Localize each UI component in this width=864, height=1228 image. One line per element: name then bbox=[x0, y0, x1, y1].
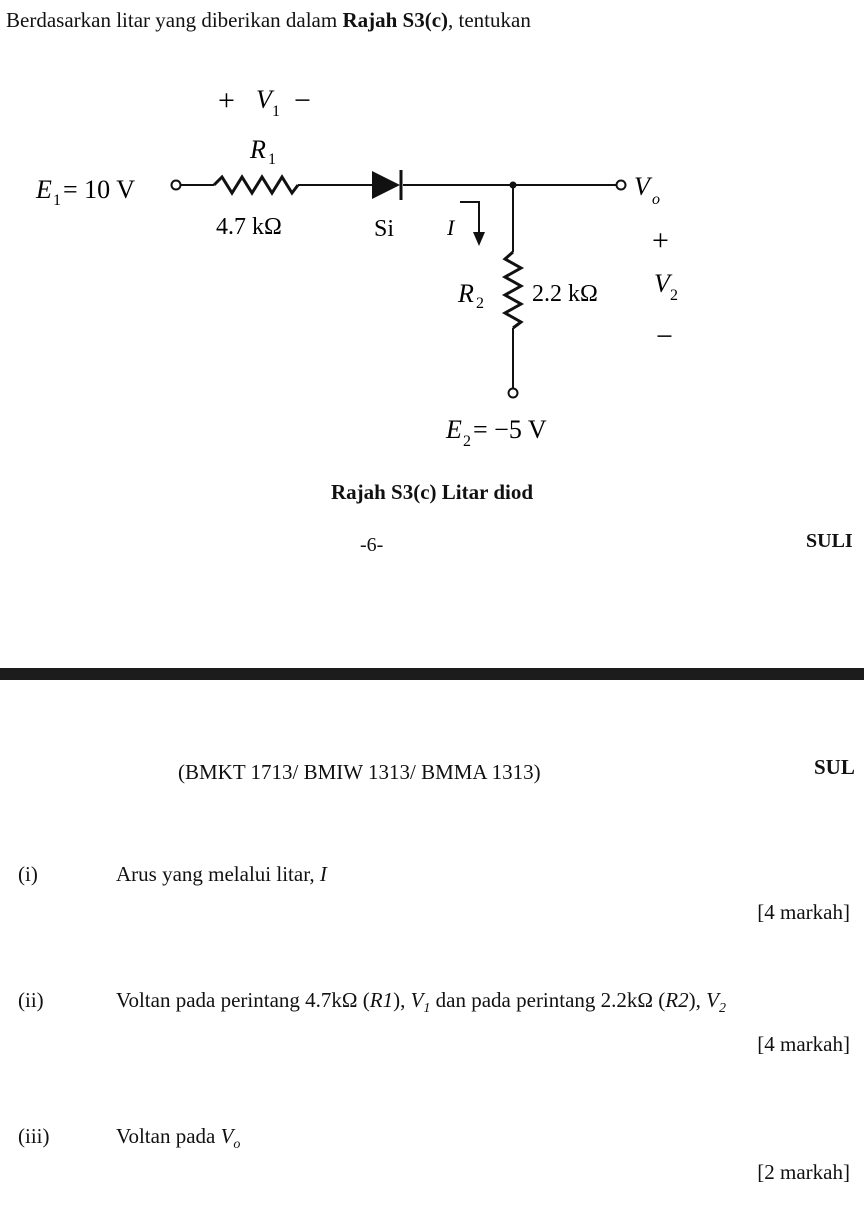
current-arrow bbox=[460, 202, 479, 235]
diode-si bbox=[372, 171, 400, 199]
e1-terminal bbox=[172, 181, 181, 190]
question-1-text bbox=[116, 862, 327, 887]
question-3-marks: [2 markah] bbox=[757, 1160, 850, 1184]
e2-symbol: E bbox=[446, 415, 462, 444]
course-code: (BMKT 1713/ BMIW 1313/ BMMA 1313) bbox=[178, 760, 541, 784]
figure-reference: Rajah S3(c) bbox=[342, 8, 449, 32]
figure-caption: Rajah S3(c) Litar diod bbox=[330, 480, 534, 504]
junction-node bbox=[510, 182, 517, 189]
page-divider bbox=[0, 668, 864, 680]
intro-prefix: Berdasarkan litar yang diberikan dalam bbox=[6, 8, 343, 32]
question-2-v2-sub: 2 bbox=[718, 1001, 726, 1017]
vo-subscript: o bbox=[652, 191, 660, 208]
question-2-part4: ), bbox=[688, 988, 707, 1012]
question-2-part2: ), bbox=[393, 988, 411, 1012]
v2-symbol: V bbox=[654, 269, 670, 298]
e2-subscript: 2 bbox=[463, 433, 471, 450]
intro-suffix: , tentukan bbox=[448, 8, 531, 32]
e1-symbol: E bbox=[36, 175, 52, 204]
v2-plus: + bbox=[652, 224, 669, 257]
e2-value: = −5 V bbox=[473, 415, 547, 444]
question-2-v1: V bbox=[410, 988, 424, 1012]
question-3-text bbox=[116, 1124, 240, 1153]
r2-value: 2.2 kΩ bbox=[532, 281, 598, 307]
question-2-text bbox=[116, 988, 726, 1017]
question-2-part3: dan pada perintang 2.2kΩ ( bbox=[430, 988, 666, 1012]
vo-symbol: V bbox=[634, 172, 650, 201]
v1-symbol: V bbox=[256, 85, 272, 114]
e1-value: = 10 V bbox=[63, 175, 135, 204]
intro-text bbox=[6, 8, 531, 33]
v1-minus: − bbox=[294, 84, 311, 117]
diode-circuit-diagram bbox=[0, 60, 864, 470]
r1-subscript: 1 bbox=[268, 151, 276, 168]
v1-subscript: 1 bbox=[272, 103, 280, 120]
current-arrowhead bbox=[473, 232, 485, 246]
v2-subscript: 2 bbox=[670, 287, 678, 304]
question-2-part1: Voltan pada perintang 4.7kΩ ( bbox=[116, 988, 370, 1012]
vo-terminal bbox=[617, 181, 626, 190]
r2-symbol: R bbox=[458, 279, 474, 308]
sulit-mark: SUL bbox=[814, 755, 855, 779]
question-2-r1: R1 bbox=[369, 988, 394, 1012]
question-2-v1-sub: 1 bbox=[423, 1001, 431, 1017]
page-number: -6- bbox=[360, 534, 384, 556]
question-1-number: (i) bbox=[18, 862, 38, 886]
diode-label: Si bbox=[374, 216, 395, 242]
question-1-marks: [4 markah] bbox=[757, 900, 850, 924]
question-2-r2: R2 bbox=[665, 988, 689, 1012]
question-3-number: (iii) bbox=[18, 1124, 50, 1148]
question-3-variable-sub: o bbox=[233, 1137, 241, 1153]
r1-value: 4.7 kΩ bbox=[216, 214, 282, 240]
resistor-r1 bbox=[214, 177, 298, 193]
r2-subscript: 2 bbox=[476, 295, 484, 312]
question-1-label: Arus yang melalui litar, bbox=[116, 862, 320, 886]
current-label: I bbox=[447, 215, 455, 240]
question-2-v2: V bbox=[706, 988, 719, 1012]
v2-minus: − bbox=[656, 320, 673, 353]
question-2-marks: [4 markah] bbox=[757, 1032, 850, 1056]
r1-symbol: R bbox=[250, 135, 266, 164]
sulit-mark-top: SULI bbox=[806, 530, 853, 552]
question-3-label: Voltan pada bbox=[116, 1124, 221, 1148]
question-2-number: (ii) bbox=[18, 988, 44, 1012]
question-3-variable: V bbox=[220, 1124, 234, 1148]
question-1-variable: I bbox=[319, 862, 327, 886]
e2-terminal bbox=[509, 389, 518, 398]
resistor-r2 bbox=[505, 252, 521, 328]
e1-subscript: 1 bbox=[53, 192, 61, 209]
v1-plus: + bbox=[218, 84, 235, 117]
